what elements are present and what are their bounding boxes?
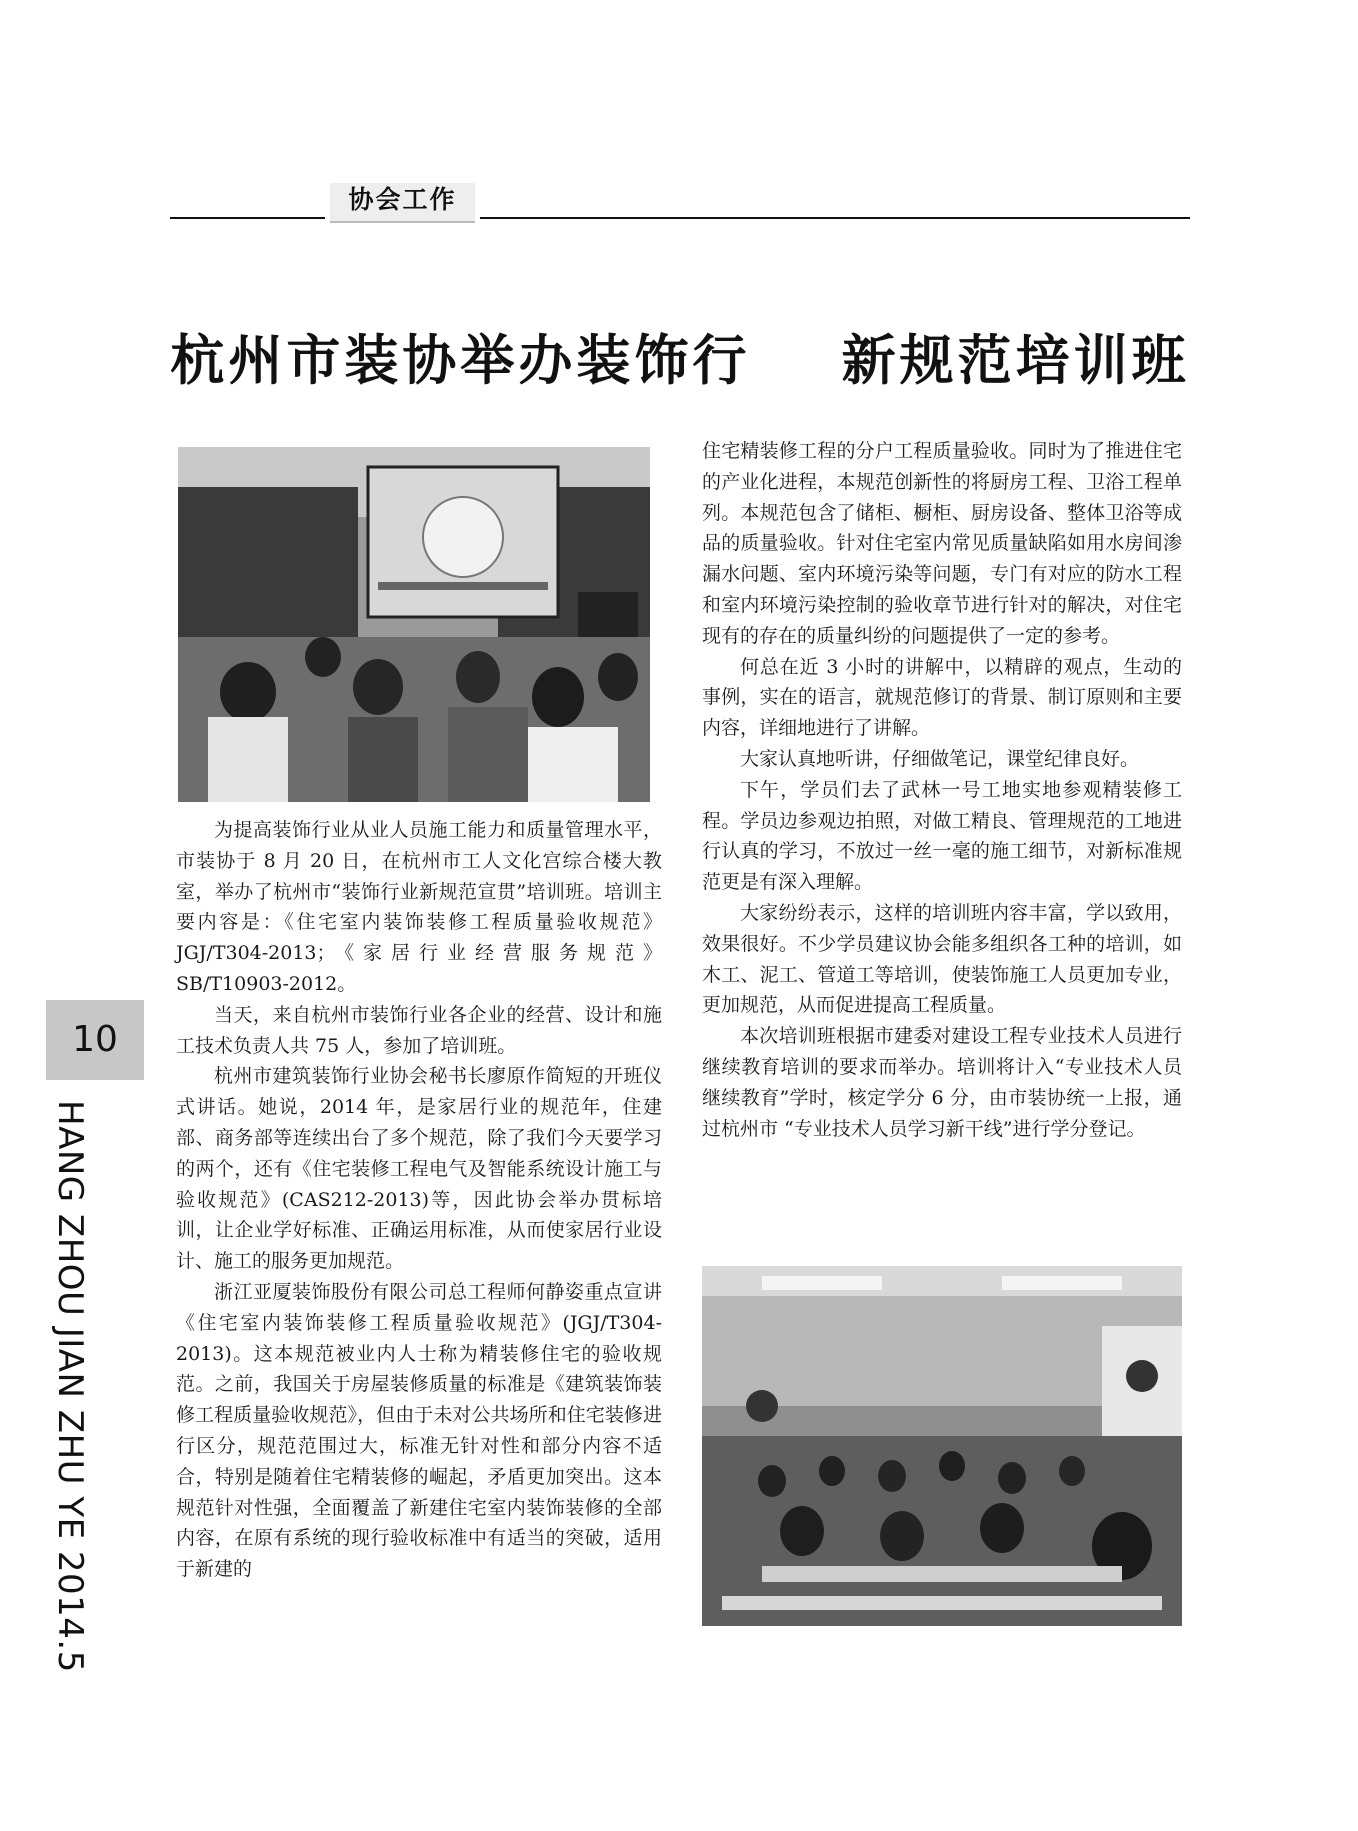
paragraph: 大家认真地听讲，仔细做笔记，课堂纪律良好。 xyxy=(740,747,1140,770)
paragraph: 为提高装饰行业从业人员施工能力和质量管理水平，市装协于 8 月 20 日，在杭州市工人文化宫综合楼大教室，举办了杭州市“装饰行业新规范宣贯”培训班。培训主要内容是：《住宅室内装饰装修工程质量验收规范》JGJ/T304-2013；《家居行业经营服务规范》SB/T10903-2012。 xyxy=(176,819,662,995)
left-column xyxy=(176,815,662,1585)
running-title: HANG ZHOU JIAN ZHU YE 2014.5 xyxy=(50,1100,90,1673)
section-header xyxy=(170,183,1190,223)
section-label: 协会工作 xyxy=(330,183,475,223)
paragraph: 当天，来自杭州市装饰行业各企业的经营、设计和施工技术负责人共 75 人，参加了培训班。 xyxy=(176,1003,662,1057)
lecture-photo xyxy=(178,447,650,802)
lecture-photo-image xyxy=(178,447,650,802)
classroom-photo xyxy=(702,1266,1182,1626)
paragraph: 大家纷纷表示，这样的培训班内容丰富，学以致用，效果很好。不少学员建议协会能多组织各工种的培训，如木工、泥工、管道工等培训，使装饰施工人员更加专业，更加规范，从而促进提高工程质量。 xyxy=(702,901,1182,1017)
right-column xyxy=(702,436,1182,1144)
paragraph-continued: 住宅精装修工程的分户工程质量验收。同时为了推进住宅的产业化进程，本规范创新性的将厨房工程、卫浴工程单列。本规范包含了储柜、橱柜、厨房设备、整体卫浴等成品的质量验收。针对住宅室内常见质量缺陷如用水房间渗漏水问题、室内环境污染等问题，专门有对应的防水工程和室内环境污染控制的验收章节进行针对的解决，对住宅现有的存在的质量纠纷的问题提供了一定的参考。 xyxy=(702,440,1182,647)
page-number: 10 xyxy=(46,1000,144,1080)
article-title: 杭州市装协举办装饰行 新规范培训班 xyxy=(170,329,1190,392)
paragraph: 何总在近 3 小时的讲解中，以精辟的观点，生动的事例，实在的语言，就规范修订的背景、制订原则和主要内容，详细地进行了讲解。 xyxy=(702,655,1182,740)
paragraph: 杭州市建筑装饰行业协会秘书长廖原作简短的开班仪式讲话。她说，2014 年，是家居行业的规范年，住建部、商务部等连续出台了多个规范，除了我们今天要学习的两个，还有《住宅装修工程电气及智能系统设计施工与验收规范》(CAS212-2013)等，因此协会举办贯标培训，让企业学好标准、正确运用标准，从而使家居行业设计、施工的服务更加规范。 xyxy=(176,1065,662,1273)
header-rule-left xyxy=(170,217,325,219)
classroom-photo-image xyxy=(702,1266,1182,1626)
paragraph: 下午，学员们去了武林一号工地实地参观精装修工程。学员边参观边拍照，对做工精良、管理规范的工地进行认真的学习，不放过一丝一毫的施工细节，对新标准规范更是有深入理解。 xyxy=(702,778,1182,894)
paragraph: 浙江亚厦装饰股份有限公司总工程师何静姿重点宣讲《住宅室内装饰装修工程质量验收规范》(JGJ/T304-2013)。这本规范被业内人士称为精装修住宅的验收规范。之前，我国关于房屋装修质量的标准是《建筑装饰装修工程质量验收规范》，但由于未对公共场所和住宅装修进行区分，规范范围过大，标准无针对性和部分内容不适合，特别是随着住宅精装修的崛起，矛盾更加突出。这本规范针对性强，全面覆盖了新建住宅室内装饰装修的全部内容，在原有系统的现行验收标准中有适当的突破，适用于新建的 xyxy=(176,1280,662,1581)
paragraph: 本次培训班根据市建委对建设工程专业技术人员进行继续教育培训的要求而举办。培训将计入“专业技术人员继续教育”学时，核定学分 6 分，由市装协统一上报，通过杭州市 “专业技术人员学习新干线”进行学分登记。 xyxy=(702,1025,1182,1140)
header-rule-right xyxy=(480,217,1190,219)
